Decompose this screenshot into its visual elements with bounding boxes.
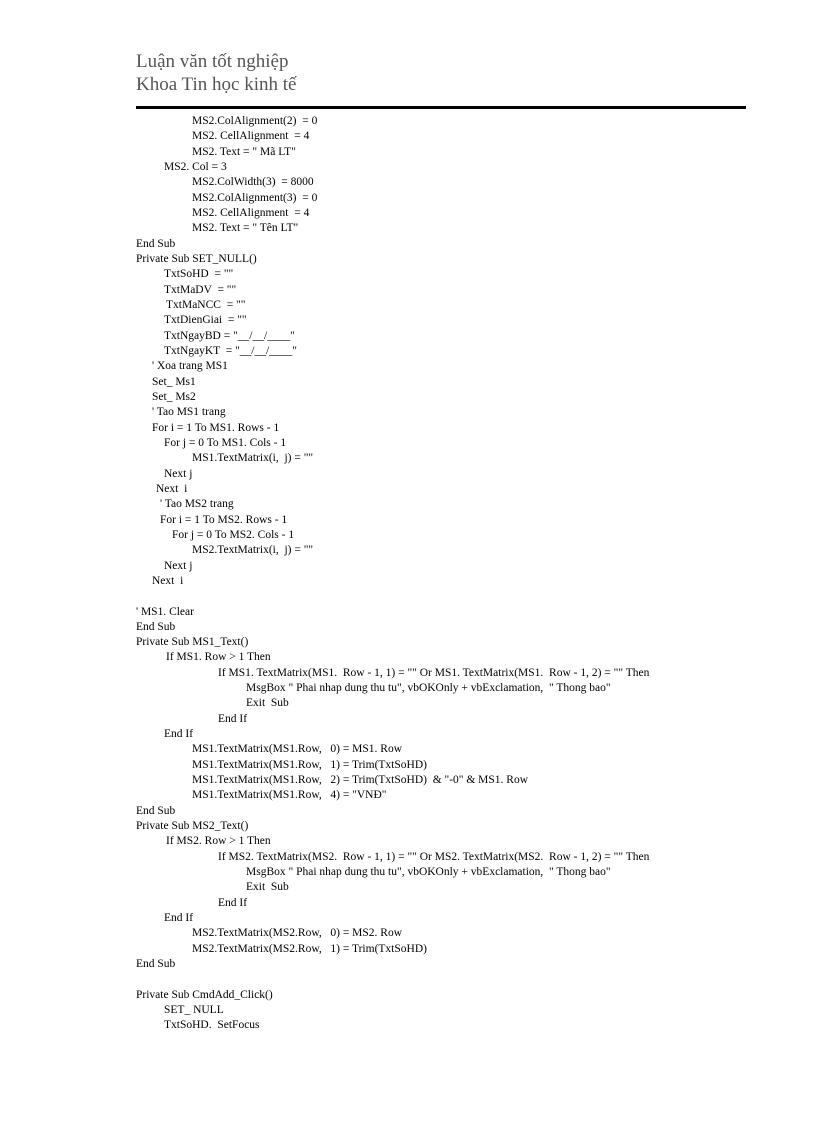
code-line: For j = 0 To MS2. Cols - 1 [172, 528, 295, 541]
code-line: TxtMaNCC = "" [166, 298, 246, 311]
code-line: MS2. CellAlignment = 4 [192, 130, 310, 143]
code-line: MS2.ColWidth(3) = 8000 [192, 176, 314, 189]
code-line: If MS1. TextMatrix(MS1. Row - 1, 1) = "" Or MS1. TextMatrix(MS1. Row - 1, 2) = "" Then [218, 666, 650, 679]
code-line: MS2.TextMatrix(MS2.Row, 0) = MS2. Row [192, 927, 403, 940]
code-line: Set_ Ms2 [152, 390, 196, 403]
code-line: If MS2. TextMatrix(MS2. Row - 1, 1) = "" Or MS2. TextMatrix(MS2. Row - 1, 2) = "" Then [218, 850, 650, 863]
code-line: ' MS1. Clear [136, 605, 194, 618]
code-line: Next i [156, 482, 188, 495]
header-thesis-title: Luận văn tốt nghiệp [136, 51, 289, 72]
code-line: ' Xoa trang MS1 [152, 360, 228, 373]
code-line [136, 589, 746, 604]
code-line: Next j [164, 559, 193, 572]
code-line: MS2.ColAlignment(2) = 0 [192, 115, 318, 127]
code-line: End If [164, 912, 194, 925]
code-line: MS2. CellAlignment = 4 [192, 206, 310, 219]
code-line: Private Sub MS1_Text() [136, 636, 249, 649]
code-line: Private Sub CmdAdd_Click() [136, 988, 273, 1001]
code-line: Private Sub SET_NULL() [136, 252, 257, 265]
code-line: MS2.TextMatrix(MS2.Row, 1) = Trim(TxtSoHD) [192, 942, 427, 955]
code-line: TxtSoHD. SetFocus [164, 1019, 260, 1032]
code-line: ' Tao MS2 trang [160, 498, 234, 511]
code-line: Next j [164, 467, 193, 480]
code-line: SET_ NULL [164, 1004, 224, 1017]
code-line: MS2. Text = " Mã LT" [192, 145, 296, 158]
code-line: TxtMaDV = "" [164, 283, 237, 296]
code-line: For i = 1 To MS1. Rows - 1 [152, 421, 280, 434]
code-line: MS1.TextMatrix(MS1.Row, 1) = Trim(TxtSoHD) [192, 758, 427, 771]
code-line: End If [218, 712, 248, 725]
code-line: MS2. Col = 3 [164, 160, 227, 173]
code-line: End Sub [136, 620, 176, 633]
code-line: Exit Sub [246, 881, 289, 894]
code-line: For i = 1 To MS2. Rows - 1 [160, 513, 288, 526]
code-line: If MS1. Row > 1 Then [166, 651, 271, 664]
code-line: Private Sub MS2_Text() [136, 820, 249, 833]
code-line: TxtSoHD = "" [164, 268, 234, 281]
code-line: TxtDienGiai = "" [164, 314, 247, 327]
code-line: MS1.TextMatrix(i, j) = "" [192, 452, 314, 465]
code-line: End If [164, 728, 194, 741]
code-line: MS2.ColAlignment(3) = 0 [192, 191, 318, 204]
header-faculty-name: Khoa Tin học kinh tế [136, 74, 297, 95]
code-line: MS1.TextMatrix(MS1.Row, 0) = MS1. Row [192, 743, 403, 756]
code-line: End If [218, 896, 248, 909]
page-header [136, 50, 296, 96]
code-line: For j = 0 To MS1. Cols - 1 [164, 436, 287, 449]
code-line: If MS2. Row > 1 Then [166, 835, 271, 848]
code-line: End Sub [136, 804, 176, 817]
code-line: MsgBox " Phai nhap dung thu tu", vbOKOnly + vbExclamation, " Thong bao" [246, 866, 611, 879]
code-line: Exit Sub [246, 697, 289, 710]
code-line: Set_ Ms1 [152, 375, 196, 388]
code-line: MsgBox " Phai nhap dung thu tu", vbOKOnly + vbExclamation, " Thong bao" [246, 682, 611, 695]
code-line [136, 972, 746, 987]
code-line: End Sub [136, 958, 176, 971]
code-line: MS1.TextMatrix(MS1.Row, 4) = "VNĐ" [192, 789, 387, 802]
code-line: ' Tao MS1 trang [152, 406, 226, 419]
code-line: TxtNgayKT = "__/__/____" [164, 344, 297, 357]
code-line: MS2. Text = " Tên LT" [192, 222, 299, 235]
header-divider [136, 106, 746, 109]
code-listing [136, 114, 746, 1034]
code-line: MS2.TextMatrix(i, j) = "" [192, 544, 314, 557]
code-line: MS1.TextMatrix(MS1.Row, 2) = Trim(TxtSoHD) & "-0" & MS1. Row [192, 774, 529, 787]
code-line: End Sub [136, 237, 176, 250]
code-line: Next i [152, 574, 184, 587]
code-line: TxtNgayBD = "__/__/____" [164, 329, 295, 342]
